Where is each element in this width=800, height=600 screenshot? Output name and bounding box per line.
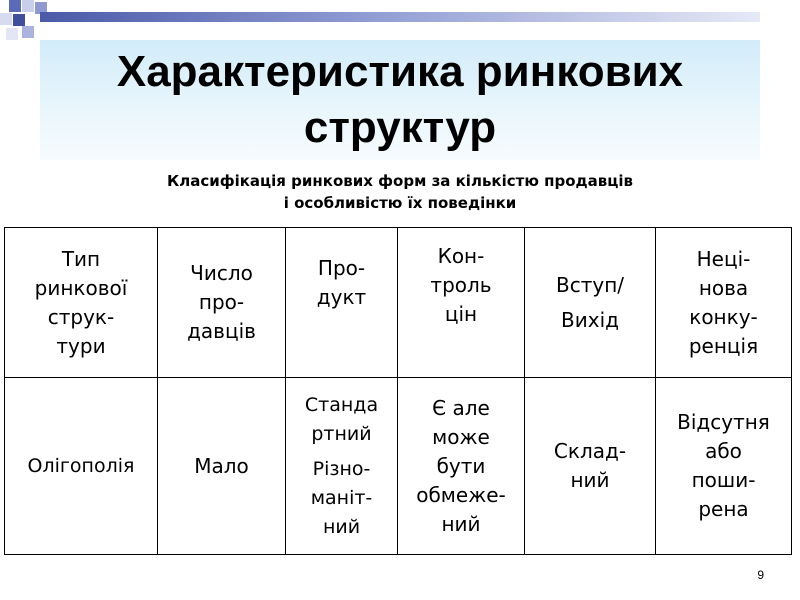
header-price-control: Кон- троль цін [398, 228, 525, 378]
page-number: 9 [757, 568, 764, 582]
market-structure-table [4, 227, 792, 555]
header-nonprice-competition: Неці- нова конку- ренція [656, 228, 792, 378]
cell-sellers-count: Мало [158, 378, 286, 555]
corner-square-4 [0, 13, 12, 25]
cell-market-type: Олігополія [5, 378, 158, 555]
subtitle-line-2: і особливістю їх поведінки [283, 194, 517, 212]
product-standard-line-1: Станда [304, 393, 379, 416]
cell-price-control: Є але може бути обмеже- ний [398, 378, 525, 555]
cell-product [286, 378, 398, 555]
cell-entry-exit: Склад- ний [525, 378, 656, 555]
table-row [5, 378, 792, 555]
corner-square-2 [22, 0, 34, 12]
product-standard-line-2: ртний [311, 422, 372, 445]
cell-nonprice-competition: Відсутня або поши- рена [656, 378, 792, 555]
header-entry-exit: Вступ/ Вихід [525, 228, 656, 378]
product-diff-line-2: маніт- [310, 486, 373, 509]
slide-subtitle [60, 170, 740, 214]
product-diff-line-3: ний [322, 515, 361, 538]
corner-square-5 [13, 14, 25, 26]
table-header-row [5, 228, 792, 378]
corner-square-6 [22, 26, 34, 38]
header-sellers-count: Число про- давців [158, 228, 286, 378]
header-gradient-bar [40, 12, 760, 22]
header-product: Про- дукт [286, 228, 398, 378]
subtitle-line-1: Класифікація ринкових форм за кількістю продавців [166, 172, 634, 190]
corner-square-7 [6, 28, 18, 40]
product-diff-line-1: Різно- [312, 457, 371, 480]
corner-square-1 [9, 0, 21, 12]
header-market-type: Тип ринкової струк- тури [5, 228, 158, 378]
slide-title: Характеристика ринкових структур [116, 47, 684, 152]
